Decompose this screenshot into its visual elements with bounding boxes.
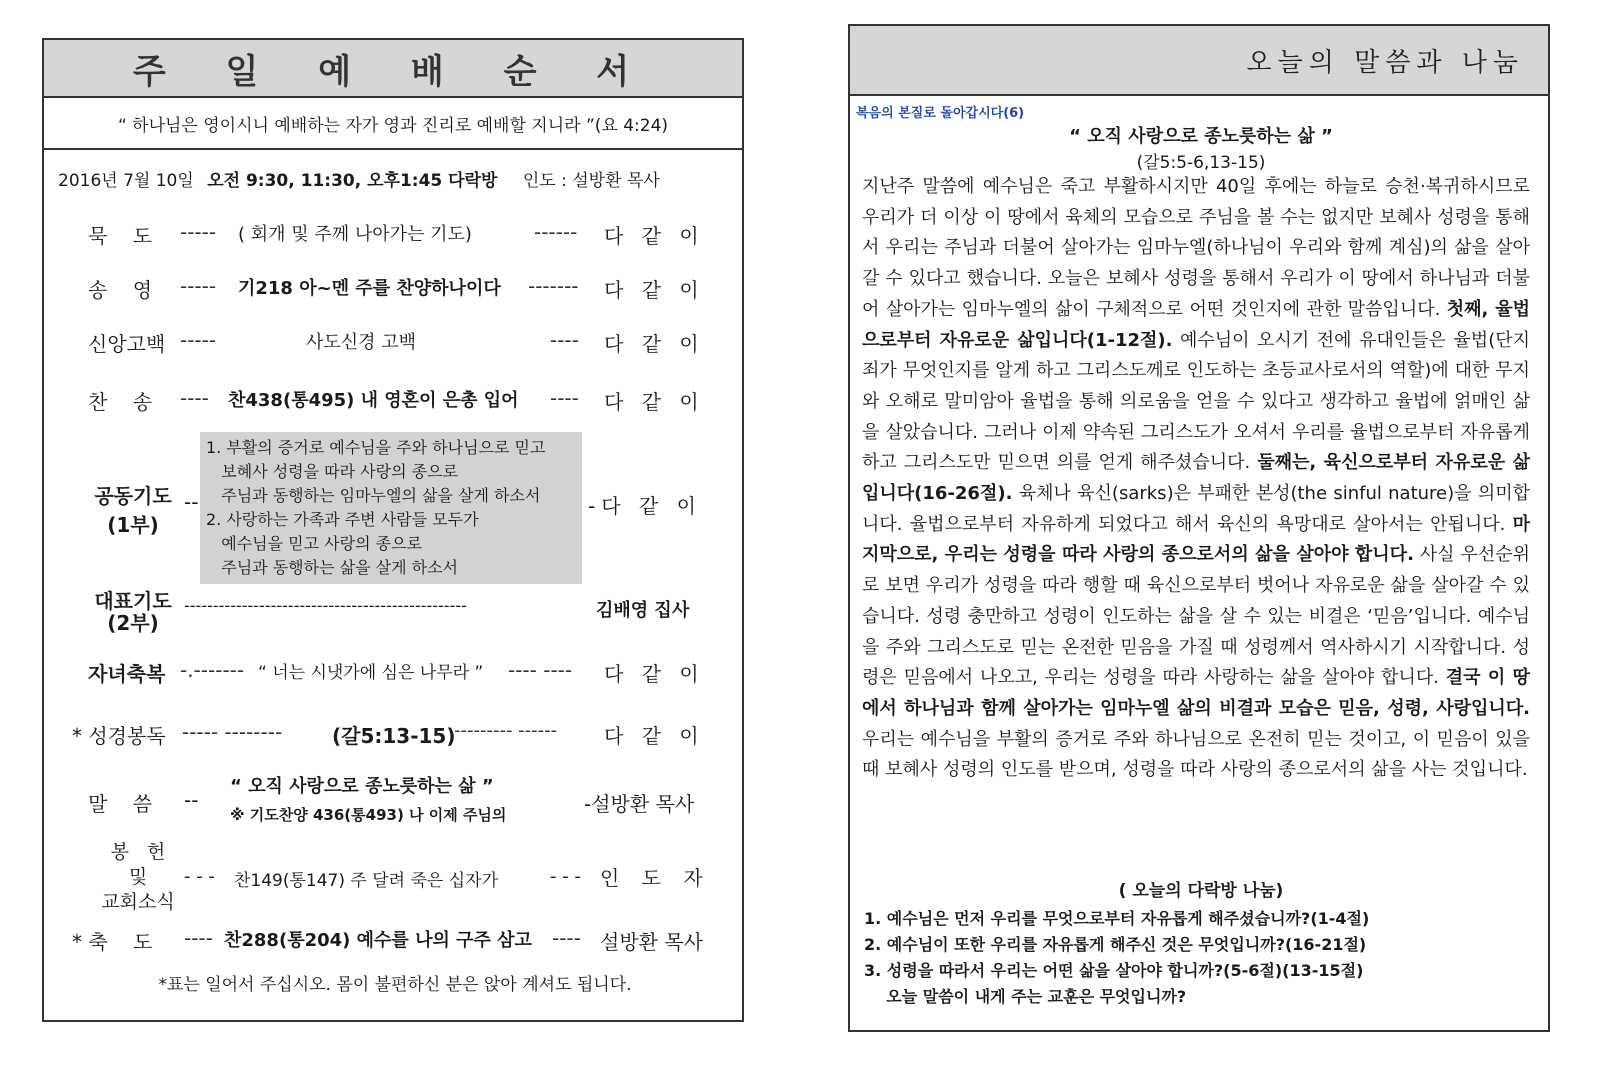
order-dash: ---- <box>550 328 579 352</box>
order-item-doxology <box>44 266 746 306</box>
order-dash: ---- ---- <box>508 658 573 682</box>
body-emphasis: 마지막으로, 우리는 성령을 따라 사랑의 종으로서의 삶을 살아야 합니다. <box>862 513 1530 566</box>
worship-order-panel <box>42 38 744 1022</box>
order-label: * 축 도 <box>72 930 153 954</box>
order-responsible: 다 같 이 <box>604 332 705 356</box>
order-item-scripture-reading <box>44 712 746 752</box>
order-label: 자녀축복 <box>88 662 166 686</box>
order-item-creed <box>44 320 746 360</box>
order-dash: ---- <box>180 386 209 410</box>
body-emphasis: 첫째, 율법으로부터 자유로운 삶입니다(1-12절). <box>862 298 1531 351</box>
order-label: 송 영 <box>88 278 153 302</box>
sermon-notes-header <box>850 26 1548 96</box>
sermon-title: “ 오직 사랑으로 종노릇하는 삶 ” <box>230 776 494 797</box>
sermon-label: 말 씀 <box>88 792 153 816</box>
order-dash: ---- <box>552 926 581 950</box>
order-content: “ 너는 시냇가에 심은 나무라 ” <box>258 663 484 683</box>
joint-prayer-label <box>90 480 176 538</box>
joint-prayer-sub: (1부) <box>107 513 159 537</box>
joint-prayer-dash: -- <box>184 490 199 514</box>
order-content: 기218 아~멘 주를 찬양하나이다 <box>238 278 501 299</box>
order-dash: ------ <box>534 220 578 244</box>
order-dash: ---- <box>550 386 579 410</box>
order-responsible: 다 같 이 <box>604 224 705 248</box>
order-item-hymn <box>44 378 746 418</box>
offering-label-line: 봉 헌 <box>110 841 166 863</box>
rep-prayer-sub: (2부) <box>107 611 159 635</box>
theme-verse: “ 하나님은 영이시니 예배하는 자가 영과 진리로 예배할 지니라 ”(요 4:24) <box>44 98 742 150</box>
order-responsible: 설방환 목사 <box>600 930 703 954</box>
sermon-preacher: -설방환 목사 <box>584 792 695 816</box>
order-label: 묵 도 <box>88 224 153 248</box>
body-text: 우리는 예수님을 부활의 증거로 주와 하나님으로 온전히 믿는 것이고, 이 믿음이 있을 때 보혜사 성령의 인도를 받으며, 성령을 따라 사랑의 종으로서의 삶을 사는 것입니다. <box>862 728 1530 781</box>
body-emphasis: 결국 이 땅에서 하나님과 함께 살아가는 임마누엘 삶의 비결과 모습은 믿음, 성령, 사랑입니다. <box>862 667 1530 719</box>
order-label: 신앙고백 <box>88 332 166 356</box>
order-content: 찬438(통495) 내 영혼이 은총 입어 <box>228 390 519 411</box>
order-responsible: 다 같 이 <box>604 724 705 748</box>
order-label: * 성경봉독 <box>72 724 166 748</box>
joint-prayer-line: 보혜사 성령을 따라 사랑의 종으로 <box>206 462 458 481</box>
order-dash: ----- -------- <box>182 720 283 744</box>
message-title: “ 오직 사랑으로 종노릇하는 삶 ” <box>1069 126 1333 147</box>
sermon-hymn: ※ 기도찬양 436(통493) 나 이제 주님의 <box>230 806 507 824</box>
offering-label <box>90 840 186 915</box>
body-text: 사실 우선순위로 보면 우리가 성령을 따라 행할 때 육신으로부터 벗어나 자유로운 삶을 살아갈 수 있습니다. 성령 충만하고 성령이 인도하는 삶을 살 수 있는 비결은 ‘믿음’입니다. 예수님을 주와 그리스도로 믿는 온전한 믿음을 가질 때 성령께서 역사하시기 시작합니다. 성령은 믿음에서 나오고, 우리는 성령을 따라 사랑하는 삶을 살아야 합니다. <box>862 544 1531 689</box>
order-dash: -.------- <box>180 658 245 682</box>
joint-prayer-line: 예수님을 믿고 사랑의 종으로 <box>206 534 422 553</box>
joint-prayer-responsible: -다 같 이 <box>588 494 702 518</box>
joint-prayer-line: 2. 사랑하는 가족과 주변 사람들 모두가 <box>206 510 479 529</box>
message-reference: (갈5:5-6,13-15) <box>1136 153 1266 173</box>
discussion-question: 오늘 말씀이 내게 주는 교훈은 무엇입니까? <box>864 987 1187 1006</box>
footnote: *표는 일어서 주십시오. 몸이 불편하신 분은 앉아 계셔도 됩니다. <box>158 975 632 995</box>
order-responsible: 다 같 이 <box>604 390 705 414</box>
discussion-heading: ( 오늘의 다락방 나눔) <box>1118 881 1284 901</box>
order-dash: ----- <box>180 328 217 352</box>
order-dash: ----- <box>180 274 217 298</box>
joint-prayer-line: 주님과 동행하는 임마누엘의 삶을 살게 하소서 <box>206 486 541 505</box>
order-item-silent-prayer <box>44 212 746 252</box>
sermon-dash: -- <box>184 788 199 812</box>
order-dash: ----- <box>180 220 217 244</box>
joint-prayer-box <box>200 432 582 584</box>
offering-responsible: 인 도 자 <box>600 866 711 890</box>
offering-label-line: 및 <box>128 866 148 888</box>
rep-prayer-responsible: 김배영 집사 <box>596 600 690 621</box>
order-responsible: 다 같 이 <box>604 278 705 302</box>
joint-prayer-title: 공동기도 <box>94 484 172 508</box>
order-content: ( 회개 및 주께 나아가는 기도) <box>238 224 472 245</box>
rep-prayer-dash: ------------------------------------------------- <box>184 596 467 615</box>
order-dash: ------- <box>528 274 579 298</box>
order-content: 찬288(통204) 예수를 나의 구주 삼고 <box>224 930 532 951</box>
sermon-notes-title: 오늘의 말씀과 나눔 <box>1246 48 1524 78</box>
discussion-questions <box>864 906 1369 1010</box>
message-body <box>862 172 1530 786</box>
joint-prayer-line: 주님과 동행하는 삶을 살게 하소서 <box>206 558 458 577</box>
series-title: 복음의 본질로 돌아갑시다(6) <box>856 106 1025 121</box>
worship-order-title: 주 일 예 배 순 서 <box>44 40 742 98</box>
discussion-question: 2. 예수님이 또한 우리를 자유롭게 해주신 것은 무엇입니까?(16-21절) <box>864 935 1367 954</box>
order-content: (갈5:13-15) <box>332 724 456 748</box>
rep-prayer-label <box>90 590 176 634</box>
sermon-notes-panel <box>848 24 1550 1032</box>
order-content: 사도신경 고백 <box>306 332 417 353</box>
joint-prayer-line: 1. 부활의 증거로 예수님을 주와 하나님으로 믿고 <box>206 438 546 457</box>
order-dash: --------- ------ <box>454 720 558 741</box>
order-responsible: 다 같 이 <box>604 662 705 686</box>
service-leader: 인도 : 설방환 목사 <box>522 171 660 191</box>
service-times: 오전 9:30, 11:30, 오후1:45 다락방 <box>207 171 498 191</box>
service-date: 2016년 7월 10일 <box>58 171 194 191</box>
body-text: 지난주 말씀에 예수님은 죽고 부활하시지만 40일 후에는 하늘로 승천·복귀하시므로 우리가 더 이상 이 땅에서 육체의 모습으로 주님을 볼 수는 없지만 보혜사 성령을 통해서 우리는 주님과 더불어 살아가는 임마누엘(하나님이 우리와 함께 계심)의 삶을 살아갈 수 있다고 했습니다. 오늘은 보혜사 성령을 통해서 우리가 이 땅에서 하나님과 더불어 살아가는 임마누엘의 삶이 구체적으로 어떤 것인지에 관한 말씀입니다. <box>862 176 1530 320</box>
offering-dash: - - - <box>550 866 581 887</box>
offering-hymn: 찬149(통147) 주 달려 죽은 십자가 <box>234 871 498 891</box>
body-text: 예수님이 오시기 전에 유대인들은 율법(단지 죄가 무엇인지를 알게 하고 그리스도께로 인도하는 초등교사로서의 역할)에 대한 무지와 오해로 말미암아 율법을 통해 의로움을 얻을 수 있다고 생각하고 율법에 얽매인 삶을 살았습니다. 그러나 이제 약속된 그리스도가 오셔서 우리를 율법으로부터 자유롭게 하고 그리스도만 믿으면 의를 얻게 해주셨습니다. <box>862 329 1530 474</box>
order-item-child-blessing <box>44 650 746 690</box>
rep-prayer-title: 대표기도 <box>94 589 172 613</box>
order-dash: ---- <box>184 926 213 950</box>
order-item-benediction <box>44 918 746 958</box>
service-info <box>58 166 660 191</box>
offering-label-line: 교회소식 <box>101 891 175 913</box>
discussion-question: 1. 예수님은 먼저 우리를 무엇으로부터 자유롭게 해주셨습니까?(1-4절) <box>864 909 1370 928</box>
order-label: 찬 송 <box>88 390 153 414</box>
body-text: 육체나 육신(sarks)은 부패한 본성(the sinful nature)을 의미합니다. 율법으로부터 자유하게 되었다고 해서 육신의 욕망대로 살아서는 안됩니다. <box>862 483 1530 535</box>
offering-dash: - - - <box>184 866 215 887</box>
discussion-question: 3. 성령을 따라서 우리는 어떤 삶을 살아야 합니까?(5-6절)(13-15절) <box>864 961 1364 980</box>
body-emphasis: 둘째는, 육신으로부터 자유로운 삶입니다(16-26절). <box>862 452 1530 505</box>
